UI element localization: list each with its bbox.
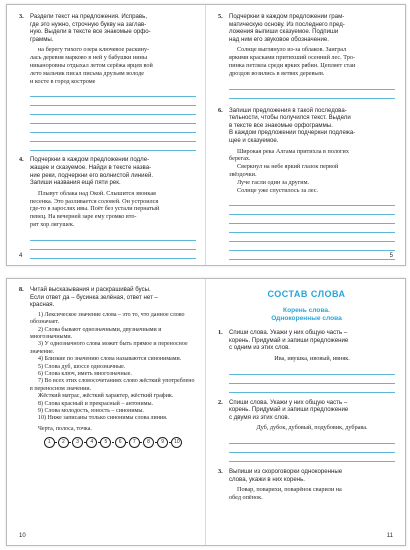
answer-lines[interactable]	[229, 366, 395, 393]
statement: 7) Во всех этих словосочетаниях слово жёсткий употреблено в переносном значении.	[30, 378, 195, 392]
exercise-instruction: Читай высказывания и раскрашивай бусы. Если ответ да – бусинка зелёная, ответ нет – красная.	[30, 286, 158, 309]
exercise-instruction: Выпиши из скороговорки однокоренные слова, укажи в них корень.	[229, 468, 343, 483]
section-subtitle: Корень слова. Однокоренные слова	[271, 307, 342, 322]
example-words: Черта, полоса, точка.	[38, 425, 92, 432]
page-number: 10	[19, 533, 26, 539]
page-4	[7, 5, 206, 265]
beads-row	[30, 437, 196, 448]
bead[interactable]: 7	[129, 437, 140, 448]
word-list: Дуб, дубок, дубовый, подубовик, дубрава.	[256, 424, 368, 432]
bead[interactable]: 2	[58, 437, 69, 448]
exercise-text: Солнце выглянуло из-за облаков. Заиграл яркими красками притихший осенний лес. Тро- пинка петляла среди ярких рябин. Цепляет стаи дроздов возились в ветвях деревьев.	[229, 46, 356, 77]
exercise-instruction: Раздели текст на предложения. Исправь, где это нужно, строчную букву на заглав- ную. Выдели в тексте все знакомые орфо- граммы.	[30, 13, 151, 43]
exercise-text: Плывут облака над Окой. Слышится звонкая песенка. Это разливается соловей. Он устроился где-то в зарослях ивы. Поёт без устали пернатый певец. На вечерней заре ему громко вто- рят хор лягушек.	[30, 189, 160, 228]
section-title: СОСТАВ СЛОВА	[267, 289, 346, 299]
statement: 2) Слова бывают однозначными, двузначными и многозначными.	[30, 326, 162, 340]
exercise-3	[19, 13, 196, 43]
exercise-4	[19, 156, 196, 186]
answer-lines[interactable]	[229, 435, 395, 462]
answer-lines[interactable]	[30, 88, 196, 151]
exercise-number: 2.	[218, 398, 223, 406]
exercise-instruction: Запиши предложения в такой последова- тельности, чтобы получился текст. Выдели в тексте все знакомые орфограммы. В каждом предложении подчеркни подлежа- щее и сказуемое.	[229, 106, 356, 144]
exercise-1	[218, 329, 395, 352]
bead[interactable]: 9	[157, 437, 168, 448]
statement: 9) Слова молодость, юность – синонимы.	[38, 408, 144, 415]
exercise-text: Повар, поварихи, поварёнок сварили на обед опёнок.	[229, 486, 342, 502]
statements-list	[30, 312, 196, 434]
exercise-number: 1.	[218, 329, 223, 336]
statement: 8) Слова красный и прекрасный – антонимы.	[38, 400, 154, 407]
exercise-2	[218, 399, 395, 422]
bead[interactable]: 10	[171, 437, 182, 448]
bead[interactable]: 3	[72, 437, 83, 448]
exercise-instruction: Подчеркни в каждом предложении подле- жащее и сказуемое. Найди в тексте назва- ние реки, подчеркни его волнистой линией. Запиши названия ещё пяти рек.	[30, 156, 154, 187]
exercise-instruction: Спиши слова. Укажи у них общую часть – корень. Придумай и запиши предложение с двумя из этих слов.	[229, 398, 349, 421]
exercise-5	[218, 13, 395, 43]
answer-lines[interactable]	[30, 232, 196, 259]
page-10	[7, 279, 206, 545]
bead[interactable]: 4	[86, 437, 97, 448]
page-number: 5	[389, 253, 393, 259]
exercise-3	[218, 468, 395, 483]
exercise-number: 8.	[19, 286, 24, 293]
exercise-number: 3.	[19, 13, 24, 20]
exercise-instruction: Спиши слова. Укажи у них общую часть – корень. Придумай и запиши предложение с одним из этих слов.	[229, 329, 349, 352]
word-list: Ива, ивушка, ивовый, ивняк.	[274, 354, 350, 362]
example-words: Жёсткий матрас, жёсткий характер, жёсткий график.	[38, 393, 174, 400]
statement: 4) Близкие по значению слова называются синонимами.	[38, 356, 182, 363]
bead[interactable]: 5	[100, 437, 111, 448]
exercise-instruction: Подчеркни в каждом предложении грам- матическую основу. Из последнего пред- ложения выпиши сказуемое. Подпиши над ним его звуковое обозначение.	[229, 13, 345, 43]
exercise-6	[218, 107, 395, 145]
spread-pages-4-5	[6, 4, 406, 266]
statement: 1) Лексическое значение слова – это то, что данное слово обозначает.	[30, 311, 185, 326]
spread-pages-10-11	[6, 278, 406, 546]
statement: 5) Слова дуб, шоссе однозначные.	[38, 363, 126, 370]
answer-lines[interactable]	[229, 197, 395, 260]
statement: 10) Ниже записаны только синонимы слова линия.	[38, 415, 168, 422]
exercise-8	[19, 286, 196, 309]
exercise-number: 6.	[218, 106, 223, 114]
bead[interactable]: 1	[44, 437, 55, 448]
statement: 6) Слова ключ, иметь многозначные.	[38, 371, 132, 378]
statement: 3) У однозначного слова может быть прямое и переносное значение.	[30, 341, 188, 355]
bead[interactable]: 8	[143, 437, 154, 448]
exercise-number: 5.	[218, 13, 223, 20]
exercise-number: 3.	[218, 468, 223, 476]
bead[interactable]: 6	[115, 437, 126, 448]
exercise-text: на берегу тихого озера ключевое раскину- лась деревня марково в ней у бабушки нины никаноровны отдыхал летом серёжа ярцев вой лето мальчик писал письма друзьям володе и косте в город костроме	[30, 46, 153, 85]
exercise-number: 4.	[19, 156, 24, 164]
page-11	[206, 279, 405, 545]
page-number: 11	[386, 533, 393, 539]
page-number: 4	[19, 253, 23, 259]
page-5	[206, 5, 405, 265]
answer-lines[interactable]	[229, 81, 395, 99]
exercise-text: Широкая река Алгама притихла в пологих берегах. Сверкнул на небе яркий глазок первой звёздочки. Луче гасли один за другим. Солнце уже спустилось за лес.	[229, 147, 349, 194]
